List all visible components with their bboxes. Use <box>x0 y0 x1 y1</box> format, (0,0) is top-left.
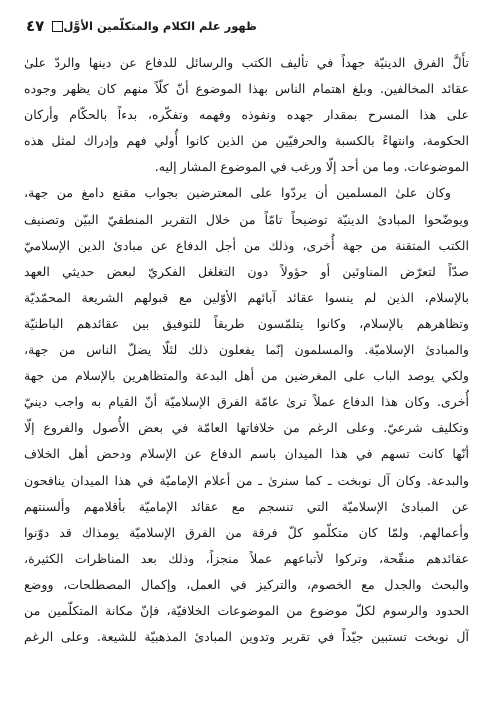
body-text <box>24 50 469 650</box>
running-header <box>18 14 473 38</box>
text-line: على هذا المسرح بمقدار جهده ونفوذه وفهمه وتفكّره، بدءاً بالحكّام وأركان <box>24 107 469 123</box>
text-line: الحدود والرسوم لكلّ موضوع من الموضوعات الخلافيّة، فإنّ مكانة المتكلّمين من <box>24 602 469 618</box>
text-line: والبحث والجدل مع الخصوم، والتركيز في العمل، وإكمال المصطلحات، ووضع <box>24 576 469 592</box>
text-line: وتكليف شرعيّ. وعلى الرغم من خلافاتها العامّة في بعض الأُصول والفروع إلّا <box>24 420 469 436</box>
text-line: الكتب المتقنة من جهة أُخرى، وذلك من أجل الدفاع عن مبادئ الدين الإسلاميّ <box>24 237 469 253</box>
text-line: عقائدهم منقّحة، وتركوا لأتباعهم عملاً منجزاً، وذلك بعد المناظرات الكثيرة، <box>24 550 469 566</box>
paragraph-end-line: الموضوعات. وما من أحد إلّا ورغب في الموضوع المشار إليه. <box>154 159 469 175</box>
text-line: عقائد المخالفين. وبلغ اهتمام الناس بهذا الموضوع أنّ كلّاً منهم كان يظهر وجوده <box>24 81 469 97</box>
text-line: أُخرى. وكان هذا الدفاع عملاً ترىٰ عامّة الفرق الإسلاميّة أنّ القيام به واجب دينيّ <box>24 394 469 410</box>
paragraph-start-line: وكان علىٰ المسلمين أن يردّوا على المعترضين بجواب مقنع دامغ من جهة، <box>24 185 451 201</box>
text-line: أنّها كانت تسهم في هذا الميدان باسم الدفاع عن الإسلام ودحض أهل الخلاف <box>24 446 469 462</box>
chapter-title: ظهور علم الكلام والمتكلّمين الأوَّل <box>63 19 257 33</box>
text-line: والمبادئ الإسلاميّة. والمسلمون إنّما يفعلون ذلك لئلّا يضلّ الناس من جهة، <box>24 342 469 358</box>
text-line: الحكومة، وانتهاءً بالكسبة والحرفيّين من الذين كانوا أُولي فهم وإدراك لمثل هذه <box>24 133 469 149</box>
text-line: والبدعة. وكان آل نوبخت ـ كما سنرىٰ ـ من أعلام الإماميّة في هذا الميدان ينافحون <box>24 472 469 488</box>
text-line: عن المبادئ الإسلاميّة التي تنسجم مع عقائد الإماميّة بأقلامهم وألسنتهم <box>24 498 469 514</box>
text-line: وتظاهرهم بالإسلام، وكانوا يتلمّسون طريقاً للتوفيق بين عقائدهم الباطنيّة <box>24 315 469 331</box>
text-line: وأعمالهم. ولمّا كان متكلّمو كلّ فرقة من الفرق الإسلاميّة يومذاك قد دوّنوا <box>24 524 469 540</box>
text-line: ولكي يوصد الباب على المغرضين من أهل البدعة والمتظاهرين بالإسلام من جهة <box>24 368 469 384</box>
text-line: ويوضّحوا المبادئ الدينيّة توضيحاً تامّاً من خلال التقرير المنطقيّ البيّن وتصنيف <box>24 211 469 227</box>
square-ornament-icon <box>52 21 63 32</box>
text-line: صدّاً لتعرّض المناوئين أو حؤولاً دون التغلغل الفكريّ لبعض حديثي العهد <box>24 263 469 279</box>
text-line: آل نوبخت تستبين جيّداً في تقرير وتدوين المبادئ المذهبيّة للشيعة. وعلى الرغم <box>24 629 469 645</box>
page-number: ٤٧ <box>26 17 45 35</box>
text-line: تأَلَّ الفرق الدينيّة جهداً في تأليف الكتب والرسائل للدفاع عن دينها والردّ علىٰ <box>24 55 469 70</box>
text-line: بالإسلام، الذين لم ينسوا عقائد آبائهم الأوّلين مع قبولهم الشريعة المحمّديّة <box>24 289 469 305</box>
